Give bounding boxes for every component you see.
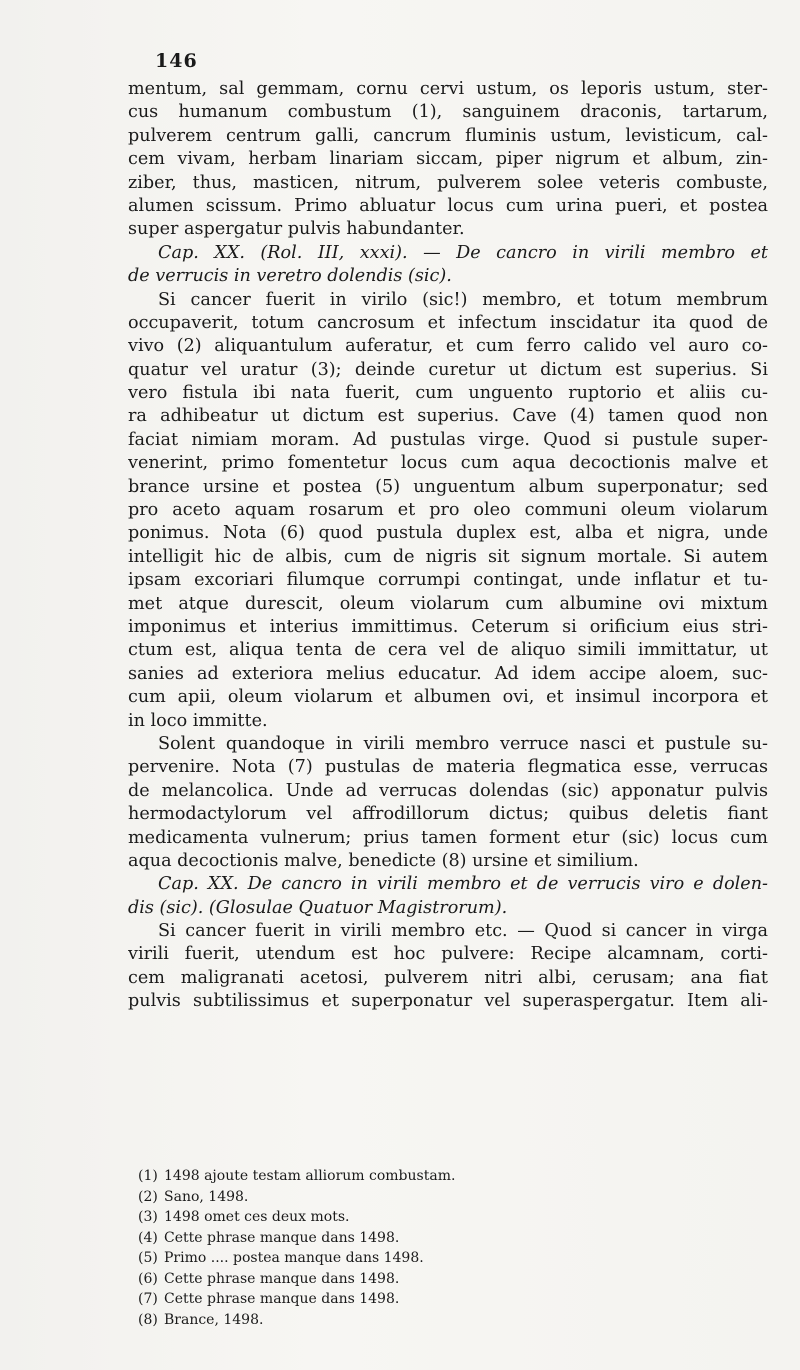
footnote bbox=[138, 1310, 558, 1331]
text-line: met atque durescit, oleum violarum cum albumine ovi mixtum bbox=[128, 593, 768, 614]
text-line: hermodactylorum vel affrodillorum dictus; quibus deletis fiant bbox=[128, 804, 768, 825]
chapter-heading-line: dis (sic). (Glosulae Quatuor Magistrorum). bbox=[128, 897, 508, 918]
footnotes bbox=[138, 1166, 558, 1330]
text-line: pulverem centrum galli, cancrum fluminis ustum, levisticum, cal- bbox=[128, 125, 768, 146]
text-line: faciat nimiam moram. Ad pustulas virge. Quod si pustule super- bbox=[128, 429, 768, 450]
footnote-mark: (6) bbox=[138, 1270, 158, 1287]
footnote-text: 1498 ajoute testam alliorum combustam. bbox=[164, 1168, 456, 1184]
text-line: in loco immitte. bbox=[128, 710, 268, 731]
text-line: cem vivam, herbam linariam siccam, piper nigrum et album, zin- bbox=[128, 149, 768, 170]
footnote-mark: (1) bbox=[138, 1168, 158, 1184]
text-line: super aspergatur pulvis habundanter. bbox=[128, 219, 465, 240]
text-line: Solent quandoque in virili membro verruce nasci et pustule su- bbox=[158, 733, 768, 754]
text-line: mentum, sal gemmam, cornu cervi ustum, os leporis ustum, ster- bbox=[128, 79, 768, 99]
text-line: aqua decoctionis malve, benedicte (8) ursine et similium. bbox=[128, 850, 639, 871]
text-line: cum apii, oleum violarum et albumen ovi, et insimul incorpora et bbox=[128, 687, 768, 708]
body-text bbox=[128, 78, 768, 1014]
footnote bbox=[138, 1207, 558, 1228]
footnote bbox=[138, 1269, 558, 1290]
text-line: pervenire. Nota (7) pustulas de materia flegmatica esse, verrucas bbox=[128, 757, 768, 778]
text-line: occupaverit, totum cancrosum et infectum inscidatur ita quod de bbox=[128, 312, 768, 333]
text-line: pulvis subtilissimus et superponatur vel superaspergatur. Item ali- bbox=[128, 991, 768, 1012]
text-line: ziber, thus, masticen, nitrum, pulverem solee veteris combuste, bbox=[128, 172, 768, 193]
footnote bbox=[138, 1228, 558, 1249]
text-line: Si cancer fuerit in virilo (sic!) membro, et totum membrum bbox=[158, 289, 768, 310]
footnote-text: Cette phrase manque dans 1498. bbox=[164, 1270, 400, 1287]
footnote-text: 1498 omet ces deux mots. bbox=[164, 1209, 350, 1225]
text-line: sanies ad exteriora melius educatur. Ad idem accipe aloem, suc- bbox=[128, 663, 768, 684]
text-line: virili fuerit, utendum est hoc pulvere: Recipe alcamnam, corti- bbox=[128, 944, 768, 965]
text-line: quatur vel uratur (3); deinde curetur ut dictum est superius. Si bbox=[128, 359, 768, 380]
footnote-mark: (3) bbox=[138, 1209, 158, 1225]
text-line: vivo (2) aliquantulum auferatur, et cum ferro calido vel auro co- bbox=[128, 336, 768, 357]
footnote-text: Sano, 1498. bbox=[164, 1188, 249, 1205]
footnote-mark: (4) bbox=[138, 1229, 158, 1246]
footnote-text: Cette phrase manque dans 1498. bbox=[164, 1229, 400, 1246]
text-line: ra adhibeatur ut dictum est superius. Cave (4) tamen quod non bbox=[128, 406, 768, 427]
footnote bbox=[138, 1289, 558, 1310]
footnote-text: Primo .... postea manque dans 1498. bbox=[164, 1250, 424, 1266]
footnote-text: Brance, 1498. bbox=[164, 1311, 264, 1328]
text-line: intelligit hic de albis, cum de nigris sit signum mortale. Si autem bbox=[128, 546, 768, 567]
text-line: medicamenta vulnerum; prius tamen forment etur (sic) locus cum bbox=[128, 827, 768, 848]
text-line: cus humanum combustum (1), sanguinem draconis, tartarum, bbox=[128, 102, 768, 123]
footnote bbox=[138, 1248, 558, 1269]
text-line: venerint, primo fomentetur locus cum aqua decoctionis malve et bbox=[128, 453, 768, 474]
text-line: vero fistula ibi nata fuerit, cum unguento ruptorio et aliis cu- bbox=[128, 383, 768, 404]
text-line: ctum est, aliqua tenta de cera vel de aliquo simili immittatur, ut bbox=[128, 640, 768, 661]
text-line: ponimus. Nota (6) quod pustula duplex est, alba et nigra, unde bbox=[128, 523, 768, 544]
footnote-mark: (2) bbox=[138, 1188, 158, 1205]
footnote-text: Cette phrase manque dans 1498. bbox=[164, 1291, 400, 1307]
footnote bbox=[138, 1187, 558, 1208]
text-line: pro aceto aquam rosarum et pro oleo communi oleum violarum bbox=[128, 500, 768, 521]
footnote bbox=[138, 1166, 558, 1187]
text-line: de melancolica. Unde ad verrucas dolendas (sic) apponatur pulvis bbox=[128, 780, 768, 801]
footnote-mark: (7) bbox=[138, 1291, 158, 1307]
text-line: brance ursine et postea (5) unguentum album superponatur; sed bbox=[128, 476, 768, 497]
page-number: 146 bbox=[155, 50, 198, 72]
text-line: cem maligranati acetosi, pulverem nitri albi, cerusam; ana fiat bbox=[128, 967, 768, 988]
chapter-heading-line: Cap. XX. (Rol. III, xxxi). — De cancro in virili membro et bbox=[158, 242, 768, 263]
chapter-heading-line: Cap. XX. De cancro in virili membro et de verrucis viro e dolen- bbox=[158, 874, 768, 895]
text-line: ipsam excoriari filumque corrumpi contingat, unde inflatur et tu- bbox=[128, 570, 768, 591]
chapter-heading-line: de verrucis in veretro dolendis (sic). bbox=[128, 266, 452, 287]
text-line: imponimus et interius immittimus. Ceterum si orificium eius stri- bbox=[128, 616, 768, 637]
footnote-mark: (5) bbox=[138, 1250, 158, 1266]
text-line: Si cancer fuerit in virili membro etc. — Quod si cancer in virga bbox=[158, 921, 768, 942]
text-line: alumen scissum. Primo abluatur locus cum urina pueri, et postea bbox=[128, 195, 768, 216]
footnote-mark: (8) bbox=[138, 1311, 158, 1328]
